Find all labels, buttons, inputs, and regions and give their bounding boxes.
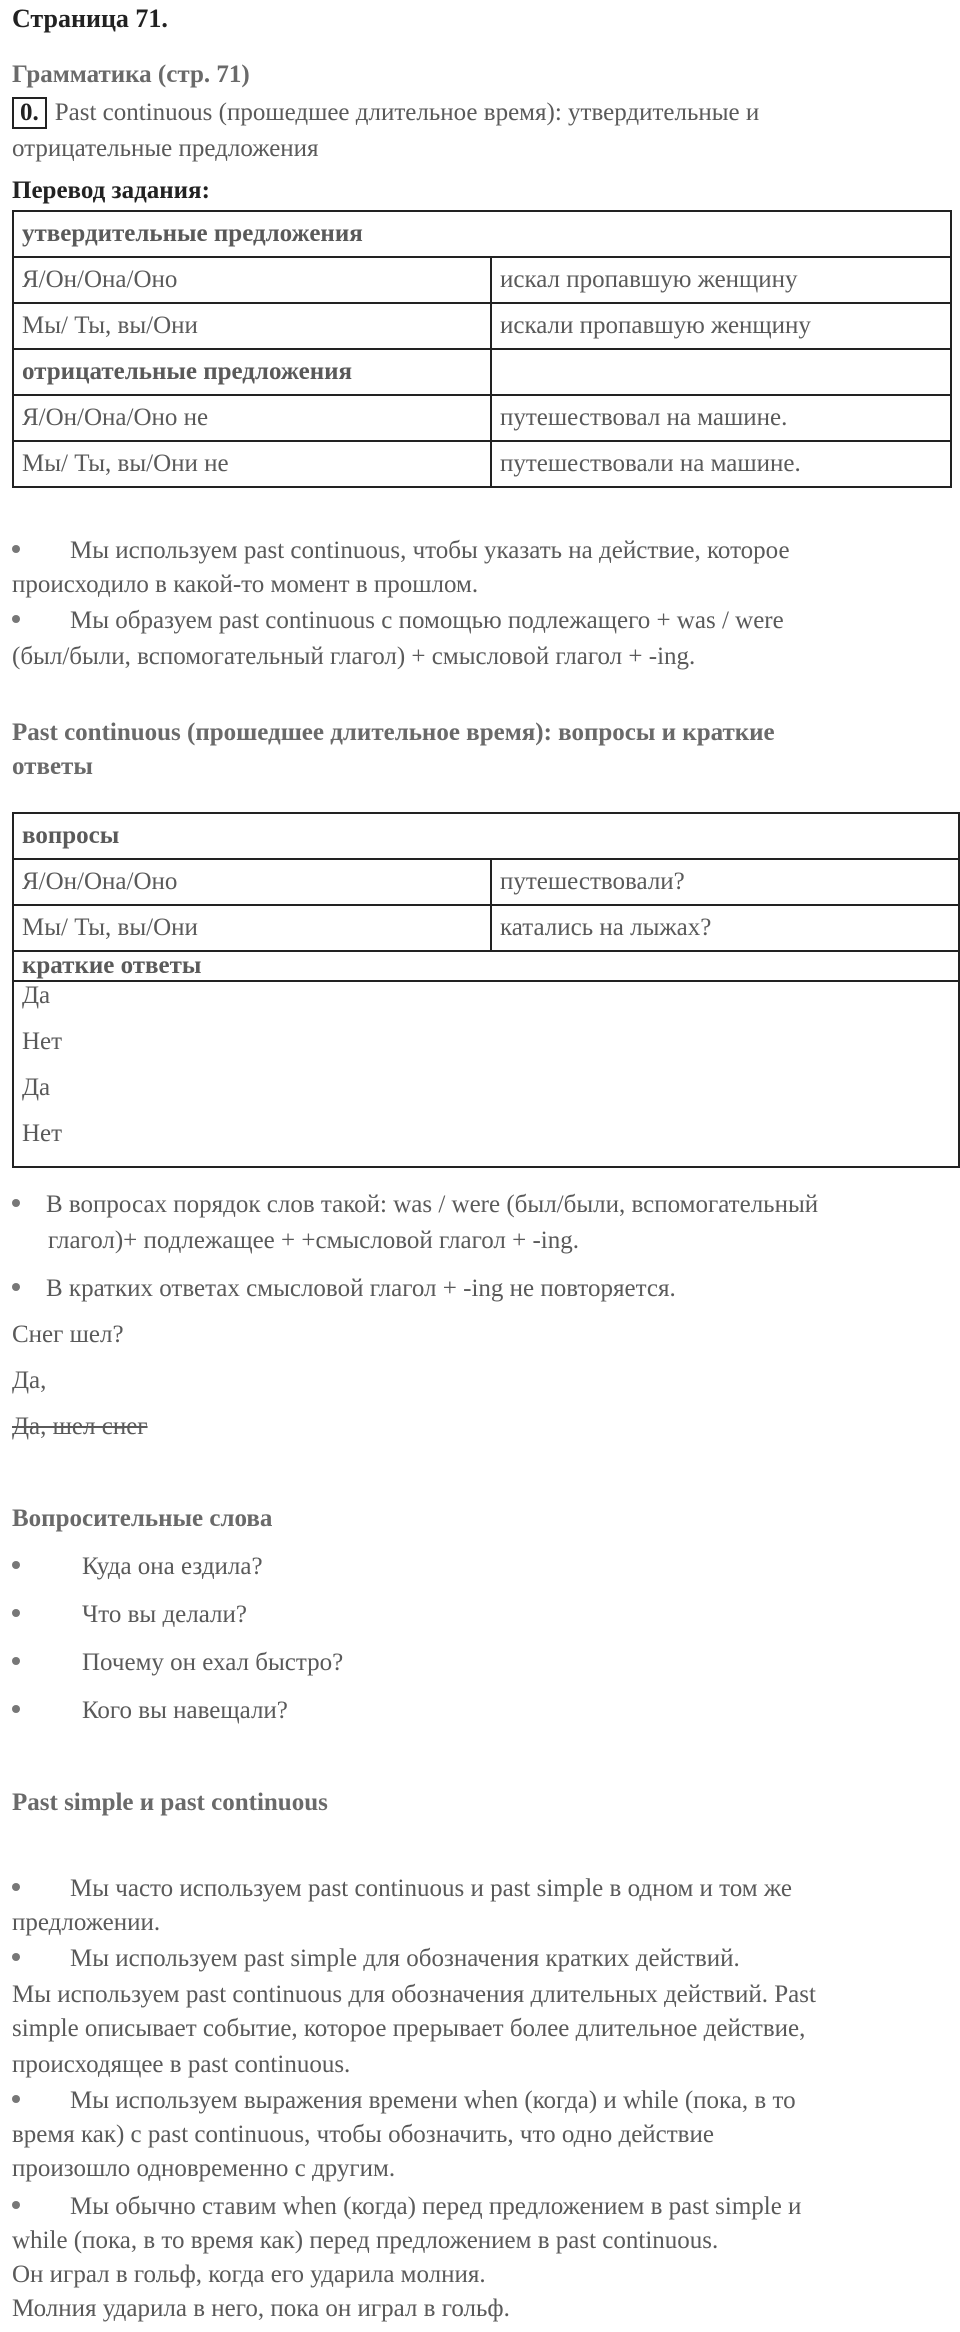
ps-line: while (пока, в то время как) перед предложением в past continuous.: [12, 2227, 719, 2254]
answer-item: Нет: [22, 1120, 63, 1147]
bullet-icon: [12, 1883, 20, 1891]
ps-line: Он играл в гольф, когда его ударила молния.: [12, 2261, 486, 2288]
bullet-icon: [12, 2095, 20, 2103]
grammar-title: Грамматика (стр. 71): [12, 61, 250, 88]
table-cell: искал пропавшую женщину: [491, 257, 951, 303]
short-answers-head: краткие ответы: [13, 951, 959, 981]
table-cell: Мы/ Ты, вы/Они: [13, 905, 491, 951]
bullet-item: [12, 1188, 818, 1222]
table-cell: Я/Он/Она/Оно: [13, 859, 491, 905]
qwords-heading: Вопросительные слова: [12, 1505, 273, 1532]
qword-item: [12, 1550, 263, 1584]
ps-text: Мы используем выражения времени when (когда) и while (пока, в то: [70, 2087, 796, 2114]
table-cell: путешествовали на машине.: [491, 441, 951, 487]
affirmative-head: утвердительные предложения: [13, 211, 951, 257]
bullet-continuation: происходило в какой-то момент в прошлом.: [12, 571, 479, 598]
ps-line: время как) с past continuous, чтобы обозначить, что одно действие: [12, 2121, 714, 2148]
qword-item: [12, 1598, 247, 1632]
table-cell: Мы/ Ты, вы/Они не: [13, 441, 491, 487]
qword-text: Кого вы навещали?: [82, 1697, 288, 1724]
example-struck: Да, шел снег: [12, 1413, 148, 1440]
qword-text: Почему он ехал быстро?: [82, 1649, 344, 1676]
table-row: [13, 859, 959, 905]
ps-text: Мы часто используем past continuous и past simple в одном и том же: [70, 1875, 792, 1902]
questions-heading-line2: ответы: [12, 753, 93, 780]
ps-line: Молния ударила в него, пока он играл в гольф.: [12, 2295, 510, 2322]
table-row: [13, 303, 951, 349]
questions-head: вопросы: [13, 813, 959, 859]
task-line1-text: Past continuous (прошедшее длительное время): утвердительные и: [54, 99, 760, 126]
table-cell-empty: [491, 349, 951, 395]
qword-text: Куда она ездила?: [82, 1553, 263, 1580]
bullet-text: Мы используем past continuous, чтобы указать на действие, которое: [70, 537, 790, 564]
bullet-item: [12, 1272, 676, 1306]
table-row: [13, 349, 951, 395]
table-cell: путешествовали?: [491, 859, 959, 905]
bullet-item: [12, 534, 790, 568]
bullet-text: В кратких ответах смысловой глагол + -ing не повторяется.: [46, 1275, 676, 1302]
ps-bullet: [12, 2084, 796, 2118]
bullet-icon: [12, 1199, 20, 1207]
page-title: Страница 71.: [12, 4, 168, 33]
ps-line: Мы используем past continuous для обозначения длительных действий. Past: [12, 1981, 816, 2008]
example-answer: Да,: [12, 1367, 47, 1394]
answer-item: Да: [22, 982, 51, 1009]
answer-item: Нет: [22, 1028, 63, 1055]
bullet-text: В вопросах порядок слов такой: was / were (был/были, вспомогательный: [46, 1191, 819, 1218]
table-cell: путешествовал на машине.: [491, 395, 951, 441]
table-cell: Мы/ Ты, вы/Они: [13, 303, 491, 349]
short-answers-cell: [13, 981, 959, 1167]
ps-bullet: [12, 1942, 740, 1976]
table-cell: Я/Он/Она/Оно не: [13, 395, 491, 441]
ps-bullet: [12, 1872, 792, 1906]
example-question: Снег шел?: [12, 1321, 124, 1348]
ps-line: произошло одновременно с другим.: [12, 2155, 396, 2182]
qword-text: Что вы делали?: [82, 1601, 248, 1628]
bullet-icon: [12, 2201, 20, 2209]
ps-line: simple описывает событие, которое прерывает более длительное действие,: [12, 2015, 806, 2042]
table-cell: Я/Он/Она/Оно: [13, 257, 491, 303]
questions-heading-line1: Past continuous (прошедшее длительное время): вопросы и краткие: [12, 719, 775, 746]
ps-bullet: [12, 2190, 801, 2224]
answer-item: Да: [22, 1074, 51, 1101]
task-line-2: отрицательные предложения: [12, 135, 319, 162]
bullet-icon: [12, 1657, 20, 1665]
bullet-icon: [12, 545, 20, 553]
bullet-icon: [12, 615, 20, 623]
ps-text: Мы обычно ставим when (когда) перед предложением в past simple и: [70, 2193, 802, 2220]
questions-table: [12, 812, 960, 1168]
affirmative-negative-table: [12, 210, 952, 488]
qword-item: [12, 1646, 343, 1680]
bullet-icon: [12, 1609, 20, 1617]
translation-heading: Перевод задания:: [12, 177, 210, 204]
ps-text: Мы используем past simple для обозначения кратких действий.: [70, 1945, 740, 1972]
table-row: [13, 905, 959, 951]
table-row: [13, 257, 951, 303]
task-line-1: [12, 96, 759, 130]
bullet-icon: [12, 1705, 20, 1713]
table-cell: катались на лыжах?: [491, 905, 959, 951]
qword-item: [12, 1694, 288, 1728]
bullet-icon: [12, 1561, 20, 1569]
ps-line: предложении.: [12, 1909, 161, 1936]
bullet-continuation: (был/были, вспомогательный глагол) + смысловой глагол + -ing.: [12, 643, 696, 670]
table-cell: искали пропавшую женщину: [491, 303, 951, 349]
bullet-text: Мы образуем past continuous с помощью подлежащего + was / were: [70, 607, 784, 634]
bullet-icon: [12, 1283, 20, 1291]
task-number: 0.: [12, 97, 47, 129]
table-row: [13, 395, 951, 441]
bullet-icon: [12, 1953, 20, 1961]
ps-heading: Past simple и past continuous: [12, 1789, 328, 1816]
bullet-continuation: глагол)+ подлежащее + +смысловой глагол + -ing.: [48, 1227, 579, 1254]
bullet-item: [12, 604, 784, 638]
ps-line: происходящее в past continuous.: [12, 2051, 351, 2078]
table-row: [13, 441, 951, 487]
negative-head: отрицательные предложения: [13, 349, 491, 395]
